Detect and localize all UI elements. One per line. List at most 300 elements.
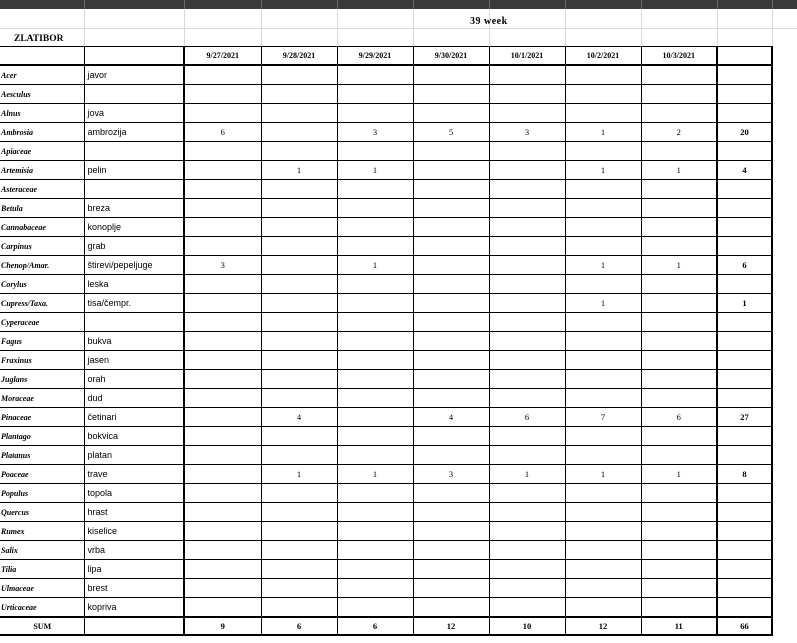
count-cell[interactable] bbox=[413, 503, 489, 522]
count-cell[interactable] bbox=[641, 579, 717, 598]
count-cell[interactable] bbox=[261, 294, 337, 313]
count-cell[interactable] bbox=[489, 446, 565, 465]
count-cell[interactable] bbox=[337, 294, 413, 313]
count-cell[interactable] bbox=[337, 237, 413, 256]
count-cell[interactable] bbox=[261, 370, 337, 389]
count-cell[interactable] bbox=[565, 560, 641, 579]
local-name-cell[interactable]: brest bbox=[84, 579, 184, 598]
local-name-cell[interactable]: štirevi/pepeljuge bbox=[84, 256, 184, 275]
count-cell[interactable] bbox=[641, 65, 717, 85]
count-cell[interactable] bbox=[261, 446, 337, 465]
row-sum-cell[interactable] bbox=[717, 503, 772, 522]
count-cell[interactable] bbox=[489, 541, 565, 560]
count-cell[interactable] bbox=[337, 142, 413, 161]
count-cell[interactable]: 1 bbox=[565, 256, 641, 275]
row-sum-cell[interactable] bbox=[717, 142, 772, 161]
row-sum-cell[interactable] bbox=[717, 541, 772, 560]
total-count-cell[interactable]: 11 bbox=[641, 617, 717, 635]
count-cell[interactable] bbox=[261, 180, 337, 199]
count-cell[interactable] bbox=[261, 579, 337, 598]
count-cell[interactable] bbox=[641, 484, 717, 503]
local-name-cell[interactable]: vrba bbox=[84, 541, 184, 560]
count-cell[interactable] bbox=[261, 389, 337, 408]
row-sum-cell[interactable] bbox=[717, 313, 772, 332]
count-cell[interactable] bbox=[184, 161, 261, 180]
count-cell[interactable]: 1 bbox=[565, 123, 641, 142]
local-name-cell[interactable]: četinari bbox=[84, 408, 184, 427]
count-cell[interactable] bbox=[565, 65, 641, 85]
count-cell[interactable] bbox=[261, 256, 337, 275]
count-cell[interactable] bbox=[413, 294, 489, 313]
count-cell[interactable] bbox=[261, 199, 337, 218]
row-sum-cell[interactable] bbox=[717, 351, 772, 370]
row-sum-cell[interactable] bbox=[717, 389, 772, 408]
count-cell[interactable] bbox=[565, 218, 641, 237]
header-blank-cell[interactable] bbox=[84, 47, 184, 66]
count-cell[interactable] bbox=[337, 275, 413, 294]
latin-name-cell[interactable]: Cyperaceae bbox=[0, 313, 84, 332]
count-cell[interactable] bbox=[184, 370, 261, 389]
count-cell[interactable] bbox=[413, 332, 489, 351]
count-cell[interactable] bbox=[337, 427, 413, 446]
count-cell[interactable] bbox=[413, 541, 489, 560]
latin-name-cell[interactable]: Aesculus bbox=[0, 85, 84, 104]
count-cell[interactable]: 4 bbox=[261, 408, 337, 427]
count-cell[interactable] bbox=[565, 85, 641, 104]
count-cell[interactable] bbox=[337, 522, 413, 541]
count-cell[interactable] bbox=[261, 85, 337, 104]
latin-name-cell[interactable]: Ulmaceae bbox=[0, 579, 84, 598]
count-cell[interactable] bbox=[413, 598, 489, 618]
count-cell[interactable] bbox=[337, 351, 413, 370]
count-cell[interactable] bbox=[184, 503, 261, 522]
row-sum-cell[interactable] bbox=[717, 104, 772, 123]
count-cell[interactable]: 6 bbox=[184, 123, 261, 142]
count-cell[interactable] bbox=[489, 313, 565, 332]
latin-name-cell[interactable]: Populus bbox=[0, 484, 84, 503]
count-cell[interactable] bbox=[184, 294, 261, 313]
date-header-cell[interactable]: 10/3/2021 bbox=[641, 47, 717, 66]
local-name-cell[interactable]: orah bbox=[84, 370, 184, 389]
latin-name-cell[interactable]: Platanus bbox=[0, 446, 84, 465]
count-cell[interactable] bbox=[413, 161, 489, 180]
total-count-cell[interactable]: 10 bbox=[489, 617, 565, 635]
count-cell[interactable] bbox=[413, 85, 489, 104]
row-sum-cell[interactable] bbox=[717, 560, 772, 579]
count-cell[interactable] bbox=[641, 104, 717, 123]
count-cell[interactable] bbox=[337, 65, 413, 85]
count-cell[interactable] bbox=[641, 503, 717, 522]
row-sum-cell[interactable] bbox=[717, 446, 772, 465]
row-sum-cell[interactable] bbox=[717, 180, 772, 199]
count-cell[interactable] bbox=[413, 427, 489, 446]
count-cell[interactable] bbox=[565, 313, 641, 332]
count-cell[interactable] bbox=[337, 598, 413, 618]
count-cell[interactable] bbox=[184, 104, 261, 123]
count-cell[interactable] bbox=[337, 313, 413, 332]
count-cell[interactable] bbox=[184, 522, 261, 541]
count-cell[interactable] bbox=[641, 180, 717, 199]
count-cell[interactable] bbox=[641, 351, 717, 370]
count-cell[interactable]: 1 bbox=[565, 161, 641, 180]
local-name-cell[interactable] bbox=[84, 85, 184, 104]
count-cell[interactable] bbox=[337, 484, 413, 503]
count-cell[interactable] bbox=[489, 579, 565, 598]
latin-name-cell[interactable]: Tilia bbox=[0, 560, 84, 579]
count-cell[interactable]: 1 bbox=[641, 161, 717, 180]
count-cell[interactable]: 1 bbox=[641, 256, 717, 275]
local-name-cell[interactable]: javor bbox=[84, 65, 184, 85]
count-cell[interactable] bbox=[489, 389, 565, 408]
count-cell[interactable] bbox=[489, 85, 565, 104]
count-cell[interactable] bbox=[641, 85, 717, 104]
date-header-cell[interactable]: 10/2/2021 bbox=[565, 47, 641, 66]
count-cell[interactable] bbox=[641, 275, 717, 294]
count-cell[interactable] bbox=[489, 294, 565, 313]
local-name-cell[interactable]: trave bbox=[84, 465, 184, 484]
count-cell[interactable]: 1 bbox=[261, 465, 337, 484]
total-label-cell[interactable]: SUM bbox=[0, 617, 84, 635]
count-cell[interactable]: 1 bbox=[261, 161, 337, 180]
row-sum-cell[interactable] bbox=[717, 522, 772, 541]
count-cell[interactable] bbox=[184, 218, 261, 237]
count-cell[interactable] bbox=[565, 598, 641, 618]
local-name-cell[interactable] bbox=[84, 180, 184, 199]
count-cell[interactable] bbox=[261, 104, 337, 123]
local-name-cell[interactable]: bukva bbox=[84, 332, 184, 351]
date-header-cell[interactable]: 9/28/2021 bbox=[261, 47, 337, 66]
latin-name-cell[interactable]: Plantago bbox=[0, 427, 84, 446]
count-cell[interactable] bbox=[184, 446, 261, 465]
count-cell[interactable] bbox=[413, 142, 489, 161]
count-cell[interactable] bbox=[489, 332, 565, 351]
row-sum-cell[interactable]: 4 bbox=[717, 161, 772, 180]
count-cell[interactable] bbox=[261, 142, 337, 161]
date-header-cell[interactable]: 9/30/2021 bbox=[413, 47, 489, 66]
count-cell[interactable] bbox=[261, 313, 337, 332]
total-count-cell[interactable]: 9 bbox=[184, 617, 261, 635]
latin-name-cell[interactable]: Apiaceae bbox=[0, 142, 84, 161]
total-blank-cell[interactable] bbox=[84, 617, 184, 635]
count-cell[interactable] bbox=[413, 218, 489, 237]
date-header-cell[interactable]: 9/27/2021 bbox=[184, 47, 261, 66]
grand-total-cell[interactable]: 66 bbox=[717, 617, 772, 635]
count-cell[interactable] bbox=[641, 446, 717, 465]
count-cell[interactable] bbox=[565, 503, 641, 522]
count-cell[interactable] bbox=[489, 370, 565, 389]
count-cell[interactable] bbox=[184, 65, 261, 85]
local-name-cell[interactable]: kiselice bbox=[84, 522, 184, 541]
count-cell[interactable] bbox=[184, 199, 261, 218]
count-cell[interactable] bbox=[641, 522, 717, 541]
row-sum-cell[interactable] bbox=[717, 65, 772, 85]
count-cell[interactable] bbox=[337, 579, 413, 598]
count-cell[interactable] bbox=[184, 389, 261, 408]
row-sum-cell[interactable] bbox=[717, 598, 772, 618]
total-count-cell[interactable]: 12 bbox=[413, 617, 489, 635]
count-cell[interactable] bbox=[337, 199, 413, 218]
count-cell[interactable] bbox=[337, 180, 413, 199]
count-cell[interactable] bbox=[565, 427, 641, 446]
count-cell[interactable]: 3 bbox=[413, 465, 489, 484]
latin-name-cell[interactable]: Corylus bbox=[0, 275, 84, 294]
count-cell[interactable] bbox=[413, 65, 489, 85]
count-cell[interactable] bbox=[413, 275, 489, 294]
count-cell[interactable] bbox=[413, 104, 489, 123]
local-name-cell[interactable]: jasen bbox=[84, 351, 184, 370]
local-name-cell[interactable]: ambrozija bbox=[84, 123, 184, 142]
row-sum-cell[interactable] bbox=[717, 237, 772, 256]
latin-name-cell[interactable]: Carpinus bbox=[0, 237, 84, 256]
latin-name-cell[interactable]: Juglans bbox=[0, 370, 84, 389]
sum-header-cell[interactable] bbox=[717, 47, 772, 66]
count-cell[interactable] bbox=[641, 389, 717, 408]
count-cell[interactable] bbox=[413, 180, 489, 199]
count-cell[interactable] bbox=[641, 237, 717, 256]
latin-name-cell[interactable]: Asteraceae bbox=[0, 180, 84, 199]
local-name-cell[interactable]: jova bbox=[84, 104, 184, 123]
row-sum-cell[interactable] bbox=[717, 370, 772, 389]
count-cell[interactable] bbox=[489, 427, 565, 446]
count-cell[interactable] bbox=[184, 598, 261, 618]
header-blank-cell[interactable] bbox=[0, 47, 84, 66]
count-cell[interactable] bbox=[489, 65, 565, 85]
row-sum-cell[interactable]: 20 bbox=[717, 123, 772, 142]
total-count-cell[interactable]: 6 bbox=[337, 617, 413, 635]
count-cell[interactable] bbox=[337, 560, 413, 579]
count-cell[interactable] bbox=[413, 199, 489, 218]
count-cell[interactable] bbox=[641, 370, 717, 389]
count-cell[interactable] bbox=[184, 332, 261, 351]
local-name-cell[interactable]: leska bbox=[84, 275, 184, 294]
count-cell[interactable] bbox=[337, 332, 413, 351]
row-sum-cell[interactable]: 1 bbox=[717, 294, 772, 313]
count-cell[interactable]: 5 bbox=[413, 123, 489, 142]
count-cell[interactable] bbox=[337, 218, 413, 237]
row-sum-cell[interactable] bbox=[717, 218, 772, 237]
count-cell[interactable] bbox=[261, 598, 337, 618]
count-cell[interactable] bbox=[337, 503, 413, 522]
count-cell[interactable] bbox=[184, 351, 261, 370]
latin-name-cell[interactable]: Quercus bbox=[0, 503, 84, 522]
latin-name-cell[interactable]: Betula bbox=[0, 199, 84, 218]
count-cell[interactable] bbox=[413, 237, 489, 256]
count-cell[interactable] bbox=[565, 142, 641, 161]
count-cell[interactable] bbox=[261, 275, 337, 294]
count-cell[interactable] bbox=[261, 65, 337, 85]
count-cell[interactable] bbox=[413, 351, 489, 370]
count-cell[interactable]: 1 bbox=[565, 465, 641, 484]
latin-name-cell[interactable]: Fraxinus bbox=[0, 351, 84, 370]
latin-name-cell[interactable]: Acer bbox=[0, 65, 84, 85]
count-cell[interactable] bbox=[184, 579, 261, 598]
count-cell[interactable] bbox=[565, 579, 641, 598]
count-cell[interactable] bbox=[565, 389, 641, 408]
count-cell[interactable] bbox=[641, 332, 717, 351]
local-name-cell[interactable]: lipa bbox=[84, 560, 184, 579]
count-cell[interactable] bbox=[261, 541, 337, 560]
latin-name-cell[interactable]: Salix bbox=[0, 541, 84, 560]
local-name-cell[interactable]: hrast bbox=[84, 503, 184, 522]
count-cell[interactable]: 1 bbox=[337, 256, 413, 275]
count-cell[interactable] bbox=[641, 541, 717, 560]
count-cell[interactable] bbox=[413, 446, 489, 465]
count-cell[interactable] bbox=[565, 180, 641, 199]
row-sum-cell[interactable] bbox=[717, 85, 772, 104]
row-sum-cell[interactable] bbox=[717, 427, 772, 446]
count-cell[interactable] bbox=[184, 142, 261, 161]
count-cell[interactable] bbox=[641, 427, 717, 446]
count-cell[interactable] bbox=[261, 218, 337, 237]
count-cell[interactable] bbox=[261, 427, 337, 446]
local-name-cell[interactable]: dud bbox=[84, 389, 184, 408]
count-cell[interactable]: 6 bbox=[641, 408, 717, 427]
count-cell[interactable] bbox=[261, 237, 337, 256]
count-cell[interactable] bbox=[489, 484, 565, 503]
count-cell[interactable] bbox=[565, 484, 641, 503]
count-cell[interactable]: 1 bbox=[337, 161, 413, 180]
count-cell[interactable] bbox=[413, 370, 489, 389]
count-cell[interactable] bbox=[184, 237, 261, 256]
latin-name-cell[interactable]: Moraceae bbox=[0, 389, 84, 408]
local-name-cell[interactable]: konoplje bbox=[84, 218, 184, 237]
count-cell[interactable] bbox=[261, 351, 337, 370]
count-cell[interactable] bbox=[641, 560, 717, 579]
count-cell[interactable] bbox=[261, 503, 337, 522]
count-cell[interactable] bbox=[489, 180, 565, 199]
count-cell[interactable] bbox=[413, 522, 489, 541]
count-cell[interactable]: 1 bbox=[489, 465, 565, 484]
count-cell[interactable] bbox=[565, 332, 641, 351]
count-cell[interactable] bbox=[261, 123, 337, 142]
latin-name-cell[interactable]: Cupress/Taxa. bbox=[0, 294, 84, 313]
count-cell[interactable] bbox=[641, 598, 717, 618]
count-cell[interactable] bbox=[261, 560, 337, 579]
date-header-cell[interactable]: 9/29/2021 bbox=[337, 47, 413, 66]
count-cell[interactable] bbox=[413, 313, 489, 332]
row-sum-cell[interactable] bbox=[717, 199, 772, 218]
count-cell[interactable] bbox=[565, 199, 641, 218]
count-cell[interactable] bbox=[489, 161, 565, 180]
count-cell[interactable] bbox=[565, 446, 641, 465]
count-cell[interactable] bbox=[184, 427, 261, 446]
latin-name-cell[interactable]: Ambrosia bbox=[0, 123, 84, 142]
latin-name-cell[interactable]: Urticaceae bbox=[0, 598, 84, 618]
count-cell[interactable] bbox=[184, 541, 261, 560]
count-cell[interactable] bbox=[489, 275, 565, 294]
count-cell[interactable] bbox=[641, 313, 717, 332]
count-cell[interactable]: 4 bbox=[413, 408, 489, 427]
count-cell[interactable] bbox=[261, 332, 337, 351]
count-cell[interactable] bbox=[184, 313, 261, 332]
row-sum-cell[interactable] bbox=[717, 484, 772, 503]
row-sum-cell[interactable]: 8 bbox=[717, 465, 772, 484]
count-cell[interactable]: 3 bbox=[489, 123, 565, 142]
count-cell[interactable] bbox=[261, 522, 337, 541]
count-cell[interactable] bbox=[337, 104, 413, 123]
count-cell[interactable] bbox=[261, 484, 337, 503]
count-cell[interactable] bbox=[184, 560, 261, 579]
count-cell[interactable] bbox=[184, 484, 261, 503]
local-name-cell[interactable]: kopriva bbox=[84, 598, 184, 618]
count-cell[interactable] bbox=[489, 598, 565, 618]
count-cell[interactable] bbox=[489, 199, 565, 218]
count-cell[interactable] bbox=[489, 237, 565, 256]
local-name-cell[interactable]: pelin bbox=[84, 161, 184, 180]
latin-name-cell[interactable]: Rumex bbox=[0, 522, 84, 541]
count-cell[interactable] bbox=[565, 275, 641, 294]
count-cell[interactable] bbox=[413, 484, 489, 503]
count-cell[interactable]: 1 bbox=[565, 294, 641, 313]
count-cell[interactable]: 2 bbox=[641, 123, 717, 142]
count-cell[interactable] bbox=[413, 560, 489, 579]
local-name-cell[interactable] bbox=[84, 142, 184, 161]
count-cell[interactable] bbox=[337, 85, 413, 104]
count-cell[interactable]: 1 bbox=[337, 465, 413, 484]
count-cell[interactable] bbox=[184, 408, 261, 427]
count-cell[interactable] bbox=[565, 522, 641, 541]
count-cell[interactable] bbox=[489, 522, 565, 541]
count-cell[interactable] bbox=[641, 199, 717, 218]
latin-name-cell[interactable]: Fagus bbox=[0, 332, 84, 351]
latin-name-cell[interactable]: Cannabaceae bbox=[0, 218, 84, 237]
count-cell[interactable] bbox=[489, 560, 565, 579]
count-cell[interactable] bbox=[565, 541, 641, 560]
count-cell[interactable] bbox=[489, 142, 565, 161]
latin-name-cell[interactable]: Alnus bbox=[0, 104, 84, 123]
count-cell[interactable] bbox=[565, 351, 641, 370]
local-name-cell[interactable] bbox=[84, 313, 184, 332]
count-cell[interactable] bbox=[413, 579, 489, 598]
local-name-cell[interactable]: breza bbox=[84, 199, 184, 218]
count-cell[interactable] bbox=[184, 85, 261, 104]
count-cell[interactable]: 1 bbox=[641, 465, 717, 484]
count-cell[interactable] bbox=[489, 256, 565, 275]
count-cell[interactable] bbox=[184, 465, 261, 484]
count-cell[interactable] bbox=[641, 142, 717, 161]
count-cell[interactable] bbox=[337, 408, 413, 427]
count-cell[interactable] bbox=[565, 237, 641, 256]
count-cell[interactable] bbox=[565, 104, 641, 123]
latin-name-cell[interactable]: Pinaceae bbox=[0, 408, 84, 427]
count-cell[interactable] bbox=[413, 256, 489, 275]
count-cell[interactable] bbox=[337, 389, 413, 408]
total-count-cell[interactable]: 6 bbox=[261, 617, 337, 635]
latin-name-cell[interactable]: Poaceae bbox=[0, 465, 84, 484]
local-name-cell[interactable]: topola bbox=[84, 484, 184, 503]
count-cell[interactable] bbox=[489, 351, 565, 370]
row-sum-cell[interactable] bbox=[717, 275, 772, 294]
count-cell[interactable] bbox=[413, 389, 489, 408]
row-sum-cell[interactable] bbox=[717, 332, 772, 351]
count-cell[interactable]: 6 bbox=[489, 408, 565, 427]
local-name-cell[interactable]: bokvica bbox=[84, 427, 184, 446]
count-cell[interactable] bbox=[489, 104, 565, 123]
count-cell[interactable]: 7 bbox=[565, 408, 641, 427]
count-cell[interactable] bbox=[337, 541, 413, 560]
count-cell[interactable] bbox=[641, 218, 717, 237]
row-sum-cell[interactable]: 6 bbox=[717, 256, 772, 275]
local-name-cell[interactable]: tisa/čempr. bbox=[84, 294, 184, 313]
count-cell[interactable] bbox=[489, 218, 565, 237]
count-cell[interactable] bbox=[489, 503, 565, 522]
count-cell[interactable] bbox=[565, 370, 641, 389]
row-sum-cell[interactable] bbox=[717, 579, 772, 598]
date-header-cell[interactable]: 10/1/2021 bbox=[489, 47, 565, 66]
count-cell[interactable] bbox=[641, 294, 717, 313]
row-sum-cell[interactable]: 27 bbox=[717, 408, 772, 427]
count-cell[interactable] bbox=[184, 180, 261, 199]
